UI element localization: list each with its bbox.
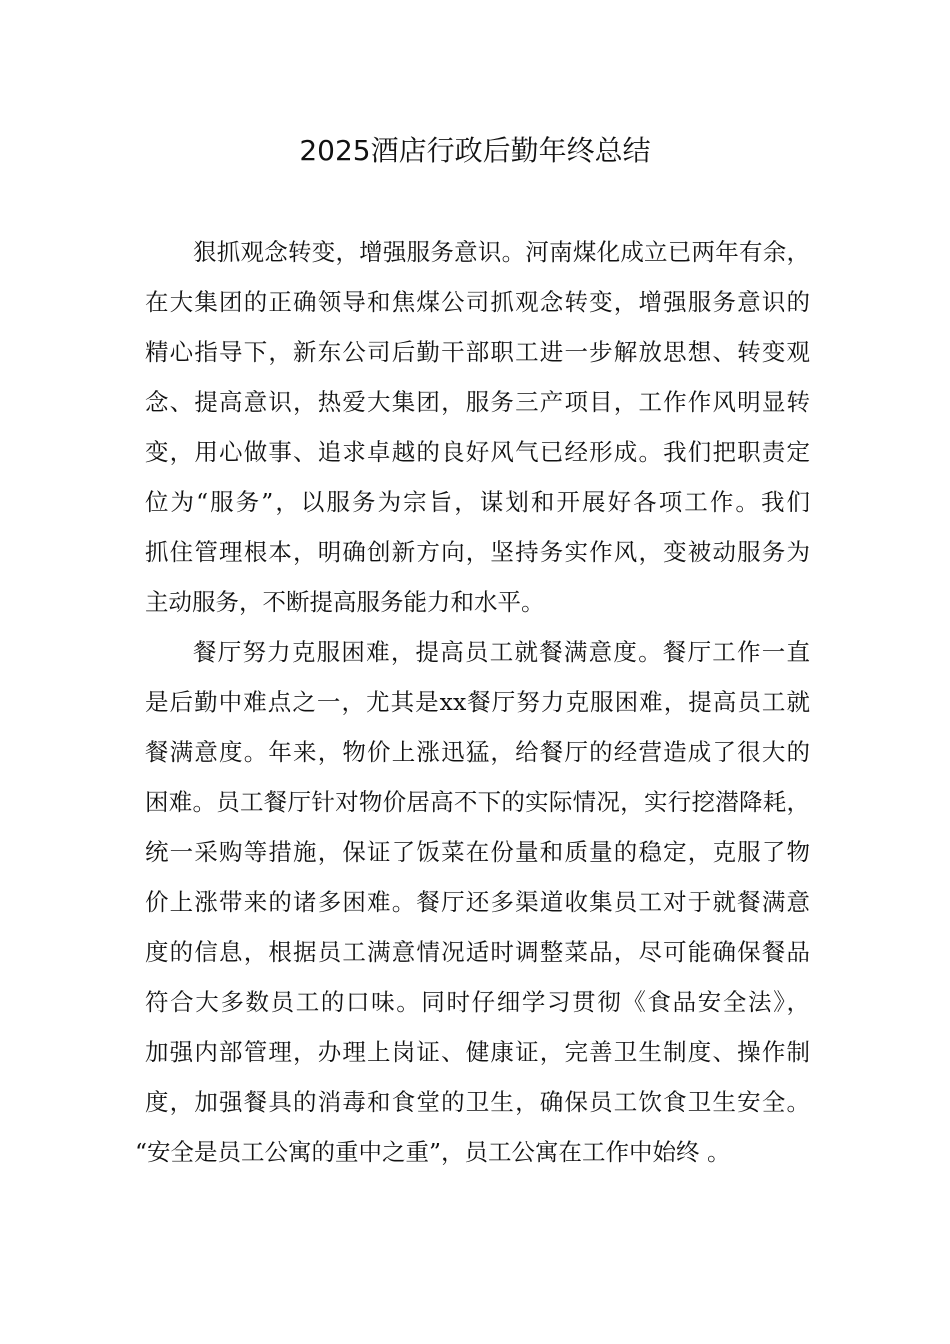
paragraph-line: 抓住管理根本，明确创新方向，坚持务实作风，变被动服务为 (145, 538, 810, 566)
paragraph-2 (135, 627, 810, 1177)
paragraph-1 (145, 227, 810, 627)
paragraph-line: 餐厅努力克服困难，提高员工就餐满意度。餐厅工作一直 (193, 638, 810, 666)
paragraph-line: 精心指导下，新东公司后勤干部职工进一步解放思想、转变观 (145, 338, 810, 366)
document-title: 2025酒店行政后勤年终总结 (299, 134, 651, 167)
paragraph-line: 狠抓观念转变，增强服务意识。河南煤化成立已两年有余， (193, 238, 810, 266)
paragraph-line: 变，用心做事、追求卓越的良好风气已经形成。我们把职责定 (145, 438, 810, 466)
document-body (135, 227, 810, 1177)
paragraph-line: 位为“服务”，以服务为宗旨，谋划和开展好各项工作。我们 (145, 488, 810, 516)
paragraph-line: 是后勤中难点之一，尤其是xx餐厅努力克服困难，提高员工就 (145, 688, 810, 716)
paragraph-line: 主动服务，不断提高服务能力和水平。 (145, 588, 545, 616)
paragraph-line: 度，加强餐具的消毒和食堂的卫生，确保员工饮食卫生安全。 (145, 1088, 810, 1116)
paragraph-line: 符合大多数员工的口味。同时仔细学习贯彻《食品安全法》， (145, 988, 810, 1016)
paragraph-line: 价上涨带来的诸多困难。餐厅还多渠道收集员工对于就餐满意 (145, 888, 810, 916)
paragraph-line: 统一采购等措施，保证了饭菜在份量和质量的稳定，克服了物 (145, 838, 810, 866)
paragraph-line: 在大集团的正确领导和焦煤公司抓观念转变，增强服务意识的 (145, 288, 810, 316)
paragraph-line: 度的信息，根据员工满意情况适时调整菜品，尽可能确保餐品 (145, 938, 810, 966)
paragraph-line: “安全是员工公寓的重中之重”，员工公寓在工作中始终 。 (135, 1138, 731, 1166)
paragraph-line: 念、提高意识，热爱大集团，服务三产项目，工作作风明显转 (145, 388, 810, 416)
paragraph-line: 加强内部管理，办理上岗证、健康证，完善卫生制度、操作制 (145, 1038, 810, 1066)
paragraph-line: 困难。员工餐厅针对物价居高不下的实际情况，实行挖潜降耗， (145, 788, 810, 816)
paragraph-line: 餐满意度。年来，物价上涨迅猛，给餐厅的经营造成了很大的 (145, 738, 810, 766)
